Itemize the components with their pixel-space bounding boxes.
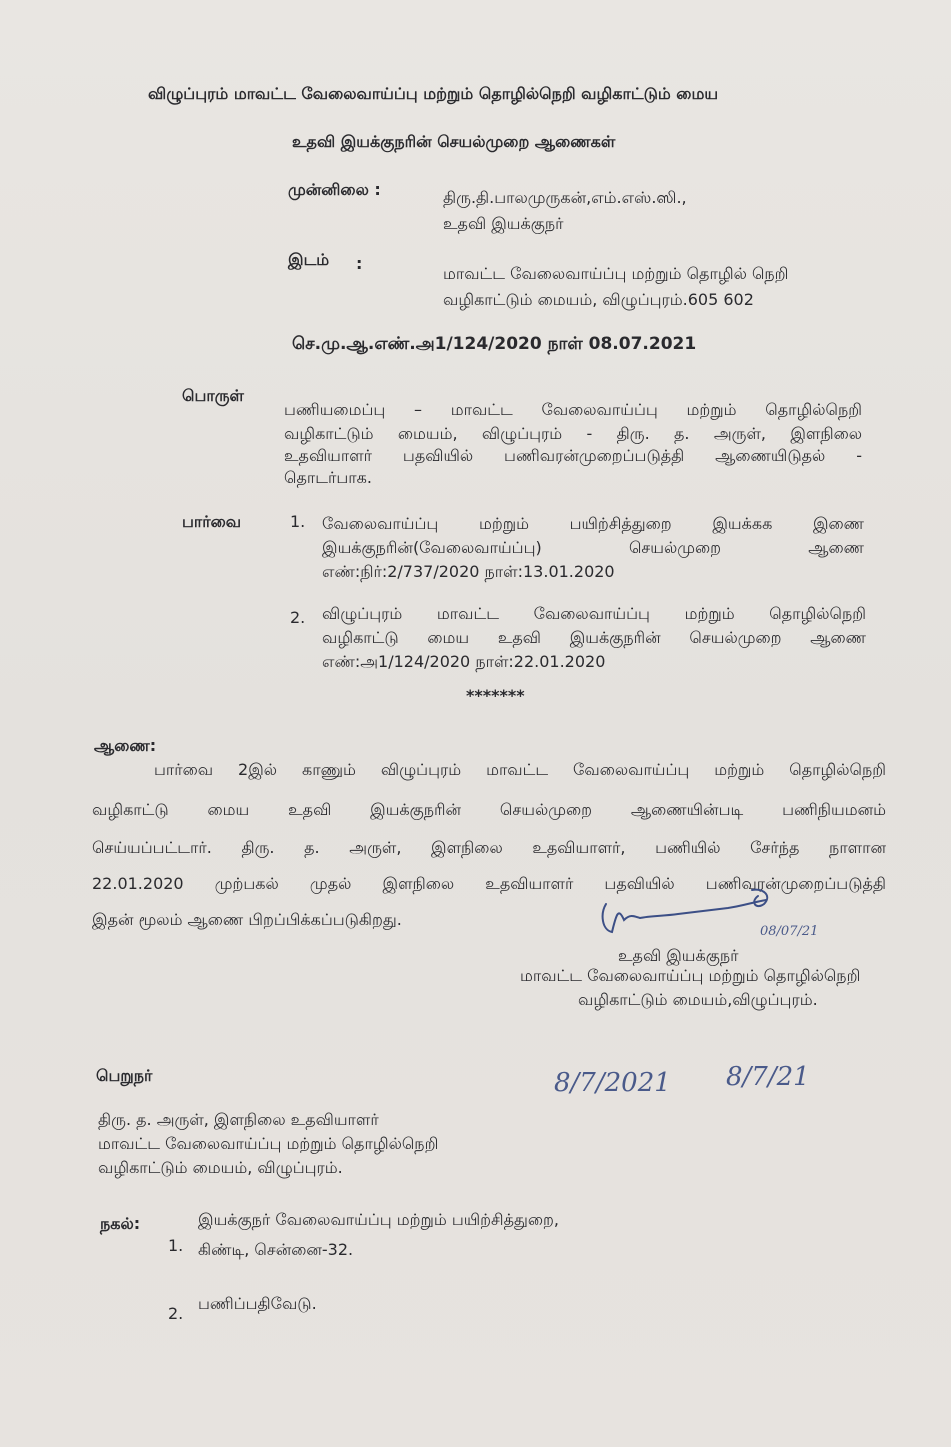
presence-designation: உதவி இயக்குநர் [443, 214, 564, 233]
signature-date: 08/07/21 [760, 924, 819, 939]
header-line-2: உதவி இயக்குநரின் செயல்முறை ஆணைகள் [292, 132, 616, 151]
copy-label: நகல்: [100, 1214, 141, 1233]
received-date-1: 8/7/2021 [554, 1068, 671, 1098]
place-colon: : [356, 254, 363, 273]
signatory-title: உதவி இயக்குநர் [618, 946, 739, 965]
presence-name: திரு.தி.பாலமுருகன்,எம்.எஸ்.ஸி., [443, 188, 687, 207]
subject-line-4: தொடர்பாக. [284, 468, 372, 487]
reference-2-line-2: வழிகாட்டு மைய உதவி இயக்குநரின் செயல்முறை ஆணை [322, 628, 866, 647]
reference-1-number: 1. [290, 512, 306, 531]
copy-2-line-1: பணிப்பதிவேடு. [198, 1294, 317, 1313]
reference-1-line-2: இயக்குநரின்(வேலைவாய்ப்பு) செயல்முறை ஆணை [322, 538, 864, 557]
signatory-office-line-1: மாவட்ட வேலைவாய்ப்பு மற்றும் தொழில்நெறி [520, 966, 861, 985]
reference-2-number: 2. [290, 608, 306, 627]
order-label: ஆணை: [94, 736, 157, 755]
reference-1-line-1: வேலைவாய்ப்பு மற்றும் பயிற்சித்துறை இயக்கக இணை [322, 514, 864, 533]
signatory-office-line-2: வழிகாட்டும் மையம்,விழுப்புரம். [578, 990, 818, 1009]
reference-2-line-3: எண்:அ1/124/2020 நாள்:22.01.2020 [322, 652, 606, 671]
subject-line-1: பணியமைப்பு – மாவட்ட வேலைவாய்ப்பு மற்றும் தொழில்நெறி [284, 400, 862, 419]
order-line-5: இதன் மூலம் ஆணை பிறப்பிக்கப்படுகிறது. [92, 910, 402, 929]
place-line-2: வழிகாட்டும் மையம், விழுப்புரம்.605 602 [443, 290, 754, 309]
recipient-line-2: மாவட்ட வேலைவாய்ப்பு மற்றும் தொழில்நெறி [98, 1134, 439, 1153]
separator-stars: ******* [466, 686, 525, 705]
presence-label: முன்னிலை : [288, 180, 381, 199]
recipient-line-3: வழிகாட்டும் மையம், விழுப்புரம். [98, 1158, 343, 1177]
reference-1-line-3: எண்:நிர்:2/737/2020 நாள்:13.01.2020 [322, 562, 615, 581]
place-label: இடம் [288, 250, 330, 269]
received-date-2: 8/7/21 [726, 1062, 810, 1092]
subject-label: பொருள் [182, 386, 244, 405]
order-line-4: 22.01.2020 முற்பகல் முதல் இளநிலை உதவியாளர் பதவியில் பணிவரன்முறைப்படுத்தி [92, 874, 886, 893]
order-line-3: செய்யப்பட்டார். திரு. த. அருள், இளநிலை உதவியாளர், பணியில் சேர்ந்த நாளான [92, 838, 886, 857]
recipient-label: பெறுநர் [96, 1066, 153, 1085]
place-line-1: மாவட்ட வேலைவாய்ப்பு மற்றும் தொழில் நெறி [443, 264, 789, 283]
copy-1-line-2: கிண்டி, சென்னை-32. [198, 1240, 354, 1259]
order-line-1: பார்வை 2இல் காணும் விழுப்புரம் மாவட்ட வேலைவாய்ப்பு மற்றும் தொழில்நெறி [154, 760, 886, 779]
subject-line-3: உதவியாளர் பதவியில் பணிவரன்முறைப்படுத்தி ஆணையிடுதல் - [284, 446, 862, 465]
copy-1-line-1: இயக்குநர் வேலைவாய்ப்பு மற்றும் பயிற்சித்துறை, [198, 1210, 559, 1229]
header-line-1: விழுப்புரம் மாவட்ட வேலைவாய்ப்பு மற்றும் தொழில்நெறி வழிகாட்டும் மைய [148, 84, 719, 103]
subject-line-2: வழிகாட்டும் மையம், விழுப்புரம் - திரு. த. அருள், இளநிலை [284, 424, 862, 443]
reference-2-line-1: விழுப்புரம் மாவட்ட வேலைவாய்ப்பு மற்றும் தொழில்நெறி [322, 604, 866, 623]
reference-number: செ.மு.ஆ.எண்.அ1/124/2020 நாள் 08.07.2021 [292, 334, 697, 354]
copy-2-number: 2. [168, 1304, 184, 1323]
recipient-line-1: திரு. த. அருள், இளநிலை உதவியாளர் [98, 1110, 379, 1129]
order-line-2: வழிகாட்டு மைய உதவி இயக்குநரின் செயல்முறை ஆணையின்படி பணிநியமனம் [92, 800, 886, 819]
copy-1-number: 1. [168, 1236, 184, 1255]
references-label: பார்வை [182, 512, 242, 531]
